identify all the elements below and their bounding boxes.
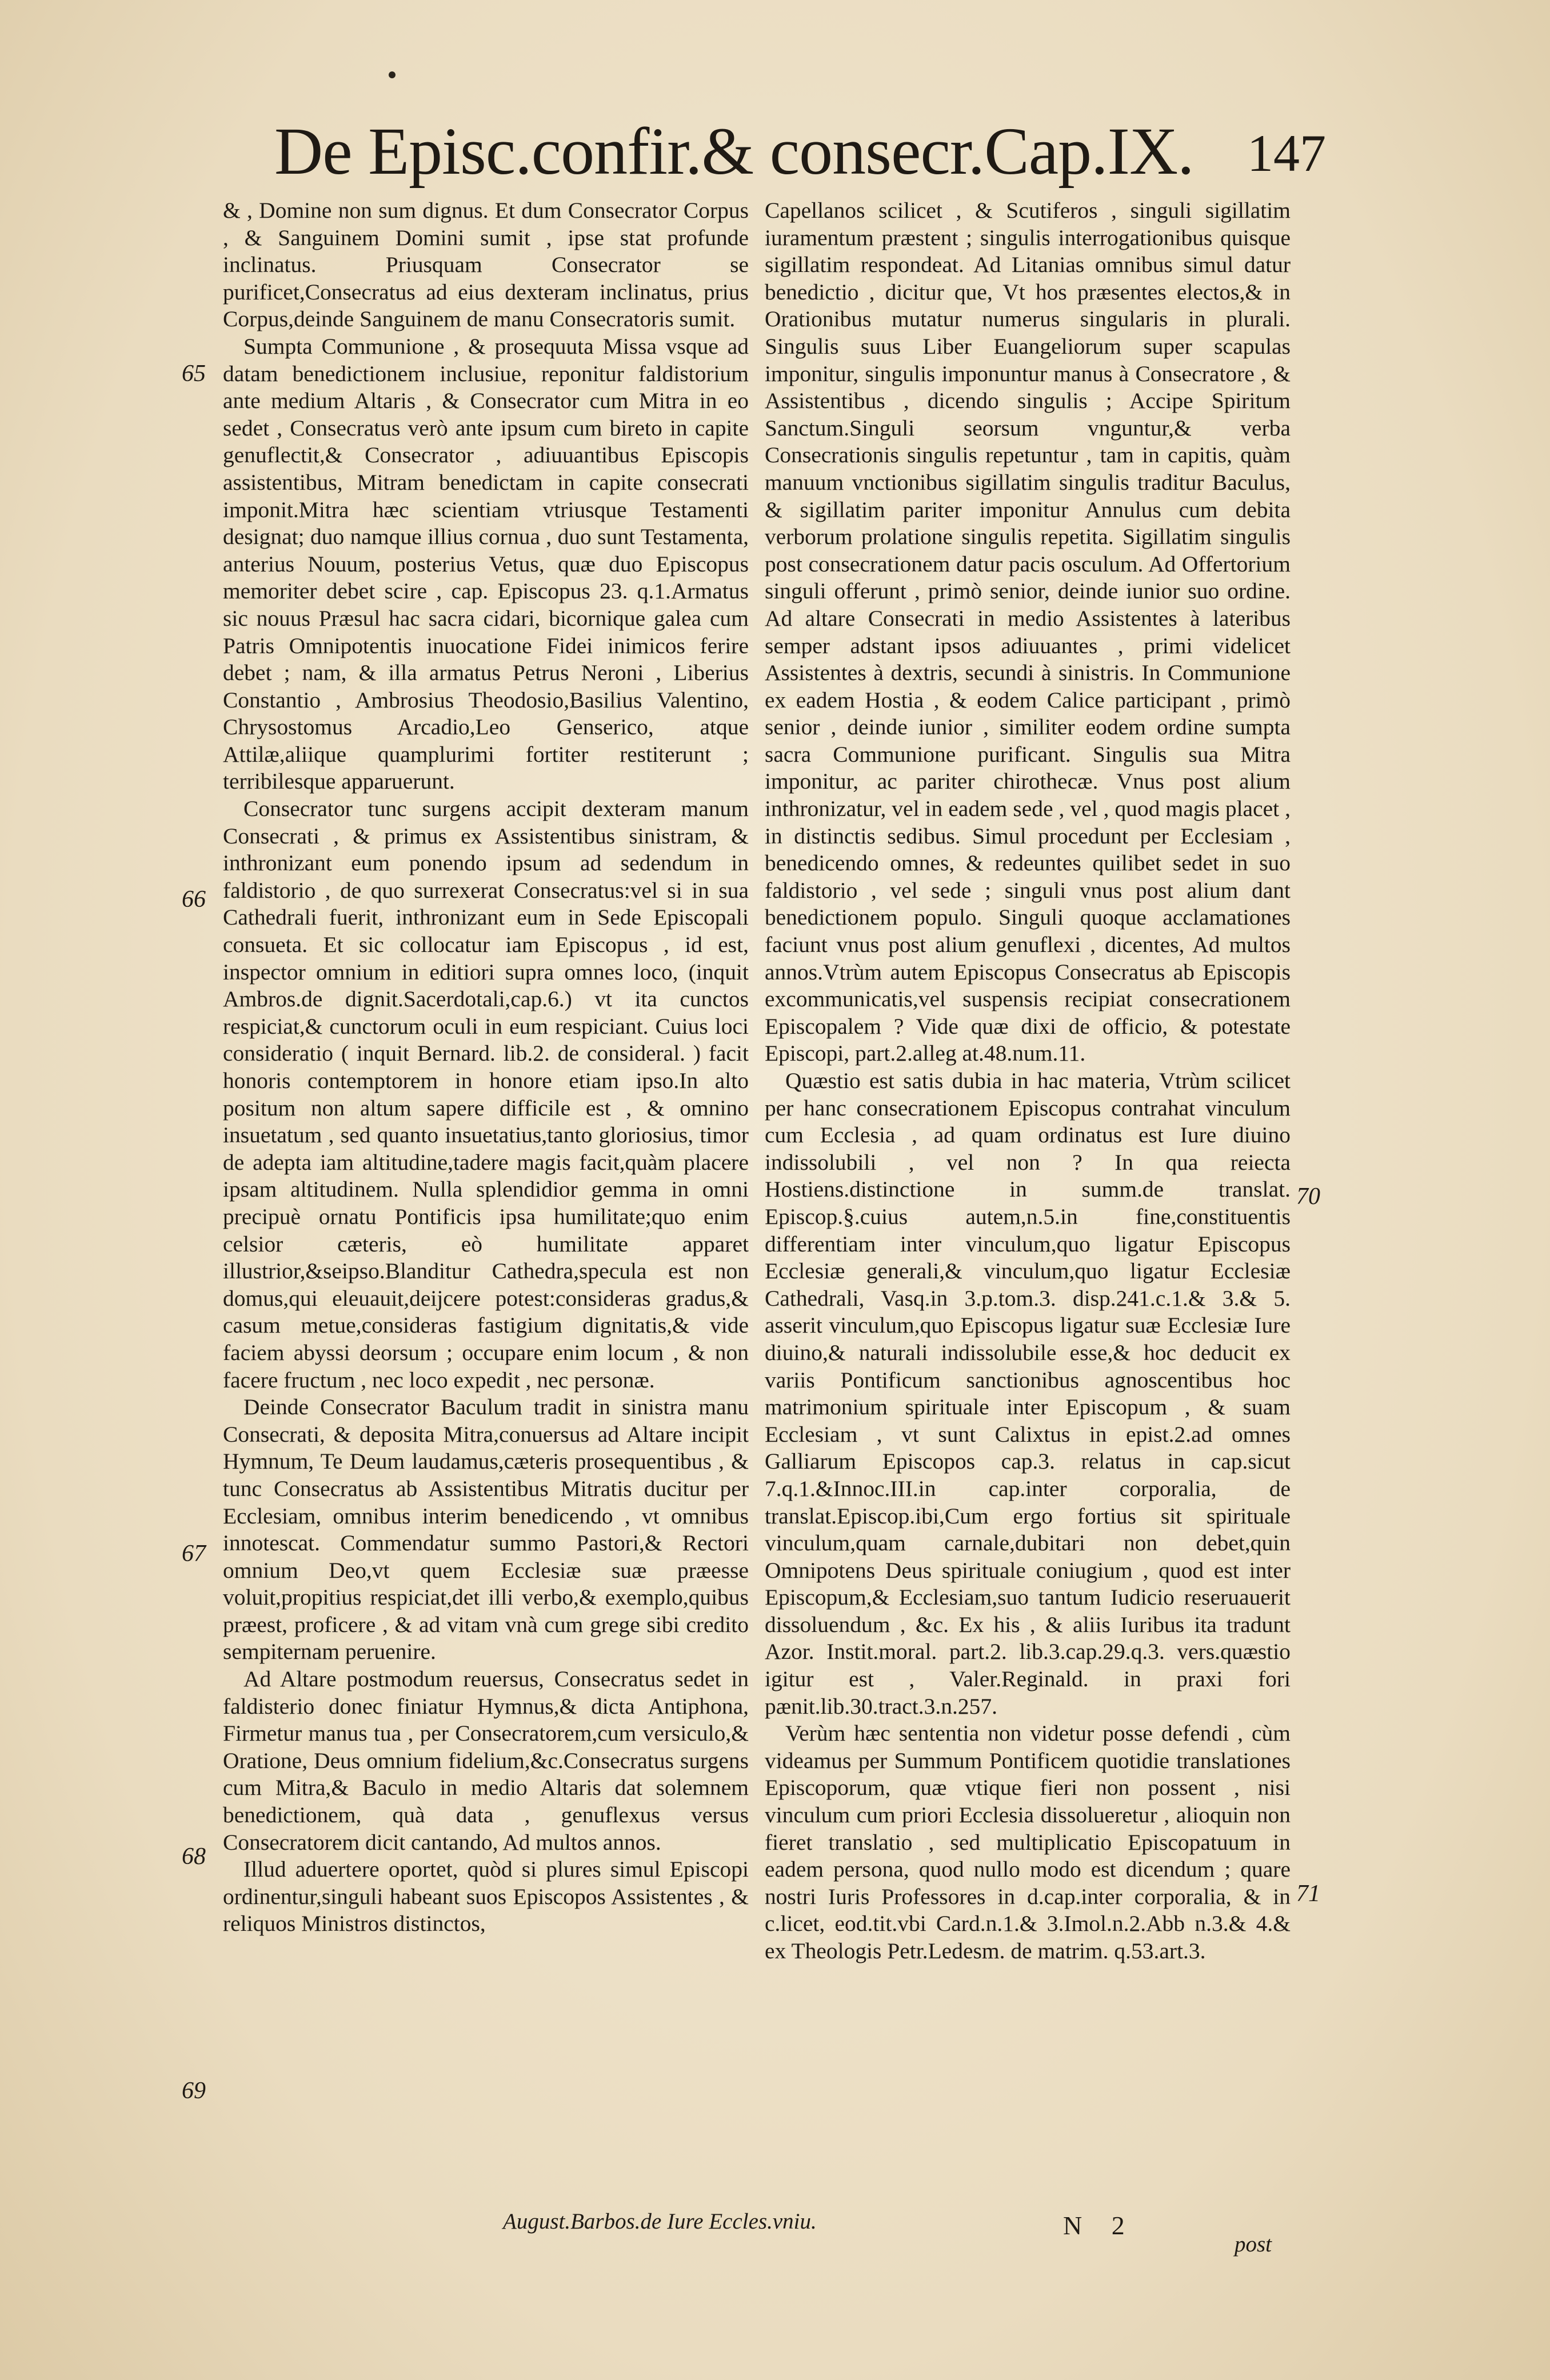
margin-number: 65 — [182, 361, 206, 387]
margin-number: 70 — [1296, 1183, 1320, 1210]
margin-number: 69 — [182, 2078, 206, 2104]
margin-number: 68 — [182, 1843, 206, 1870]
paragraph: Deinde Consecrator Baculum tradit in sinistra manu Consecrati, & deposita Mitra,conuersus ad Altare incipit Hymnum, Te Deum laudamus,cæteris prosequentibus , & tunc Consecratus ab Assistentibus Mitratis ducitur per Ecclesiam, omnibus interim benedicendo , vt omnibus innotescat. Commendatur summo Pastori,& Rectori omnium Deo,vt quem Ecclesiæ suæ præesse voluit,propitius respiciat,det illi verbo,& exemplo,quibus præest, proficere , & ad vitam vnà cum grege sibi credito sempiternam peruenire. — [223, 1394, 749, 1665]
running-head: De Episc.confir.& consecr.Cap.IX. — [274, 114, 1194, 189]
paragraph: Illud aduertere oportet, quòd si plures simul Episcopi ordinentur,singuli habeant suos Episcopos Assistentes , & reliquos Ministros distinctos, — [223, 1857, 749, 1937]
margin-number: 66 — [182, 886, 206, 913]
paragraph: Sumpta Communione , & prosequuta Missa vsque ad datam benedictionem inclusiue, reponitur faldistorium ante medium Altaris , & Consecrator cum Mitra in eo sedet , Consecratus verò ante ipsum cum bireto in capite genuflectit,& Consecrator , adiuuantibus Episcopis assistentibus, Mitram benedictam in capite consecrati imponit.Mitra hæc scientiam vtriusque Testamenti designat; duo namque illius cornua , duo sunt Testamenta, anterius Nouum, posterius Vetus, quæ duo Episcopus memoriter debet scire , cap. Episcopus 23. q.1.Armatus sic nouus Præsul hac sacra cidari, bicornique galea cum Patris Omnipotentis inuocatione Fidei inimicos ferire debet ; nam, & illa armatus Petrus Neroni , Liberius Constantio , Ambrosius Theodosio,Basilius Valentino, Chrysostomus Arcadio,Leo Genserico, atque Attilæ,aliique quamplurimi fortiter restiterunt ; terribilesque apparuerunt. — [223, 333, 749, 794]
left-column — [223, 197, 749, 1938]
signature-mark: N 2 — [1063, 2211, 1136, 2240]
margin-number: 67 — [182, 1541, 206, 1567]
paragraph: Consecrator tunc surgens accipit dexteram manum Consecrati , & primus ex Assistentibus sinistram, & inthronizant eum ponendo ipsum ad sedendum in faldistorio , de quo surrexerat Consecratus:vel si in sua Cathedrali fuerit, inthronizant eum in Sede Episcopali consueta. Et sic collocatur iam Episcopus , id est, inspector omnium in editiori supra omnes loco, (inquit Ambros.de dignit.Sacerdotali,cap.6.) vt ita cunctos respiciat,& cunctorum oculi in eum respiciant. Cuius loci consideratio ( inquit Bernard. lib.2. de consideral. ) facit honoris contemptorem in honore etiam ipso.In alto positum non altum sapere difficile est , & omnino insuetatum , sed quanto insuetatius,tanto gloriosius, timor de adepta iam altitudine,tadere magis facit,quàm placere ipsam altitudinem. Nulla splendidior gemma in omni precipuè ornatu Pontificis ipsa humilitate;quo enim celsior cæteris, eò humilitate apparet illustrior,&seipso.Blanditur Cathedra,specula est non domus,qui eleuauit,deijcere potest:consideras gradus,& casum metue,consideras fastigium dignitatis,& vide faciem abyssi deorsum ; occupare enim locum , & non facere fructum , nec loco expedit , nec personæ. — [223, 796, 749, 1393]
paragraph: Quæstio est satis dubia in hac materia, Vtrùm scilicet per hanc consecrationem Episcopus contrahat vinculum cum Ecclesia , ad quam ordinatus est Iure diuino indissolubili , vel non ? In qua reiecta Hostiens.distinctione in summ.de translat. Episcop.§.cuius autem,n.5.in fine,constituentis differentiam inter vinculum,quo ligatur Episcopus Ecclesiæ generali,& vinculum,quo ligatur Ecclesiæ Cathedrali, Vasq.in 3.p.tom.3. disp.241.c.1.& 3.& 5. asserit vinculum,quo Episcopus ligatur suæ Ecclesiæ Iure diuino,& naturali indissolubile esse,& hoc deducit ex variis Pontificum sanctionibus agnoscentibus hoc matrimonium spirituale inter Episcopum , & suam Ecclesiam , vt sunt Calixtus in epist.2.ad omnes Galliarum Episcopos cap.3. relatus in cap.sicut 7.q.1.&Innoc.III.in cap.inter corporalia, de translat.Episcop.ibi,Cum ergo fortius sit spirituale vinculum,quam carnale,dubitari non debet,quin Omnipotens Deus spirituale coniugium , quod est inter Episcopum,& Ecclesiam,suo tantum Iudicio reseruauerit dissoluendum , &c. Ex his , & aliis Iuribus ita tradunt Azor. Instit.moral. part.2. lib.3.cap.29.q.3. vers.quæstio igitur est , Valer.Reginald. in praxi fori pænit.lib.30.tract.3.n.257. — [765, 1068, 1291, 1719]
paragraph: Verùm hæc sententia non videtur posse defendi , cùm videamus per Summum Pontificem quotidie translationes Episcoporum, quæ vtique fieri non possent , nisi vinculum cum priori Ecclesia dissolueretur , alioquin non fieret translatio , sed multiplicatio Episcopatuum in eadem persona, quod nullo modo est dicendum ; quare nostri Iuris Professores in d.cap.inter corporalia, & in c.licet, eod.tit.vbi Card.n.1.& 3.Imol.n.2.Abb n.3.& 4.& ex Theologis Petr.Ledesm. de matrim. q.53.art.3. — [765, 1721, 1291, 1963]
margin-number: 71 — [1296, 1881, 1320, 1907]
paragraph: Ad Altare postmodum reuersus, Consecratus sedet in faldisterio donec finiatur Hymnus,& dicta Antiphona, Firmetur manus tua , per Consecratorem,cum versiculo,& Oratione, Deus omnium fidelium,&c.Consecratus surgens cum Mitra,& Baculo in medio Altaris dat solemnem benedictionem, quà data , genuflexus versus Consecratorem dicit cantando, Ad multos annos. — [223, 1666, 749, 1855]
paragraph: Capellanos scilicet , & Scutiferos , singuli sigillatim iuramentum præstent ; singulis interrogationibus quisque sigillatim respondeat. Ad Litanias omnibus simul datur benedictio , dicitur que, Vt hos præsentes electos,& in Orationibus mutatur numerus singularis in plurali. Singulis suus Liber Euangeliorum super scapulas imponitur, singulis imponuntur manus à Consecratore , & Assistentibus , dicendo singulis ; Accipe Spiritum Sanctum.Singuli seorsum vnguntur,& verba Consecrationis singulis repetuntur , tam in capitis, quàm manuum vnctionibus sigillatim singulis traditur Baculus, & sigillatim pariter imponitur Annulus cum debita verborum prolatione singulis repetita. Sigillatim singulis post consecrationem datur pacis osculum. Ad Offertorium singuli offerunt , primò senior, deinde iunior suo ordine. Ad altare Consecrati in medio Assistentes à lateribus semper adstant ipsos adiuuantes , primi videlicet Assistentes à dextris, secundi à sinistris. In Communione ex eadem Hostia , & eodem Calice participant , primò senior , deinde iunior , similiter eodem ordine sumpta sacra Communione purificant. Singulis sua Mitra imponitur, ac pariter chirothecæ. Vnus post alium inthronizatur, vel in eadem sede , vel , quod magis placet , in distinctis sedibus. Simul procedunt per Ecclesiam , benedicendo omnes, & redeuntes quilibet sedet in suo faldistorio , vel sede ; singuli vnus post alium dant benedictionem populo. Singuli quoque acclamationes faciunt vnus post alium genuflexi , dicentes, Ad multos annos.Vtrùm autem Episcopus Consecratus ab Episcopis excommunicatis,vel suspensis recipiat consecrationem Episcopalem ? Vide quæ dixi de officio, & potestate Episcopi, part.2.alleg at.48.num.11. — [765, 198, 1291, 1066]
ink-dot — [389, 71, 396, 78]
page-header — [274, 111, 1326, 191]
paragraph: & , Domine non sum dignus. Et dum Consecrator Corpus , & Sanguinem Domini sumit , ipse stat profunde inclinatus. Priusquam Consecrator se purificet,Consecratus ad eius dexteram inclinatus, prius Corpus,deinde Sanguinem de manu Consecratoris sumit. — [223, 198, 749, 332]
right-column — [765, 197, 1291, 1965]
page-number: 147 — [1247, 124, 1326, 182]
right-catchword: post — [1235, 2232, 1272, 2257]
left-catchword: August.Barbos.de Iure Eccles.vniu. — [503, 2209, 817, 2234]
